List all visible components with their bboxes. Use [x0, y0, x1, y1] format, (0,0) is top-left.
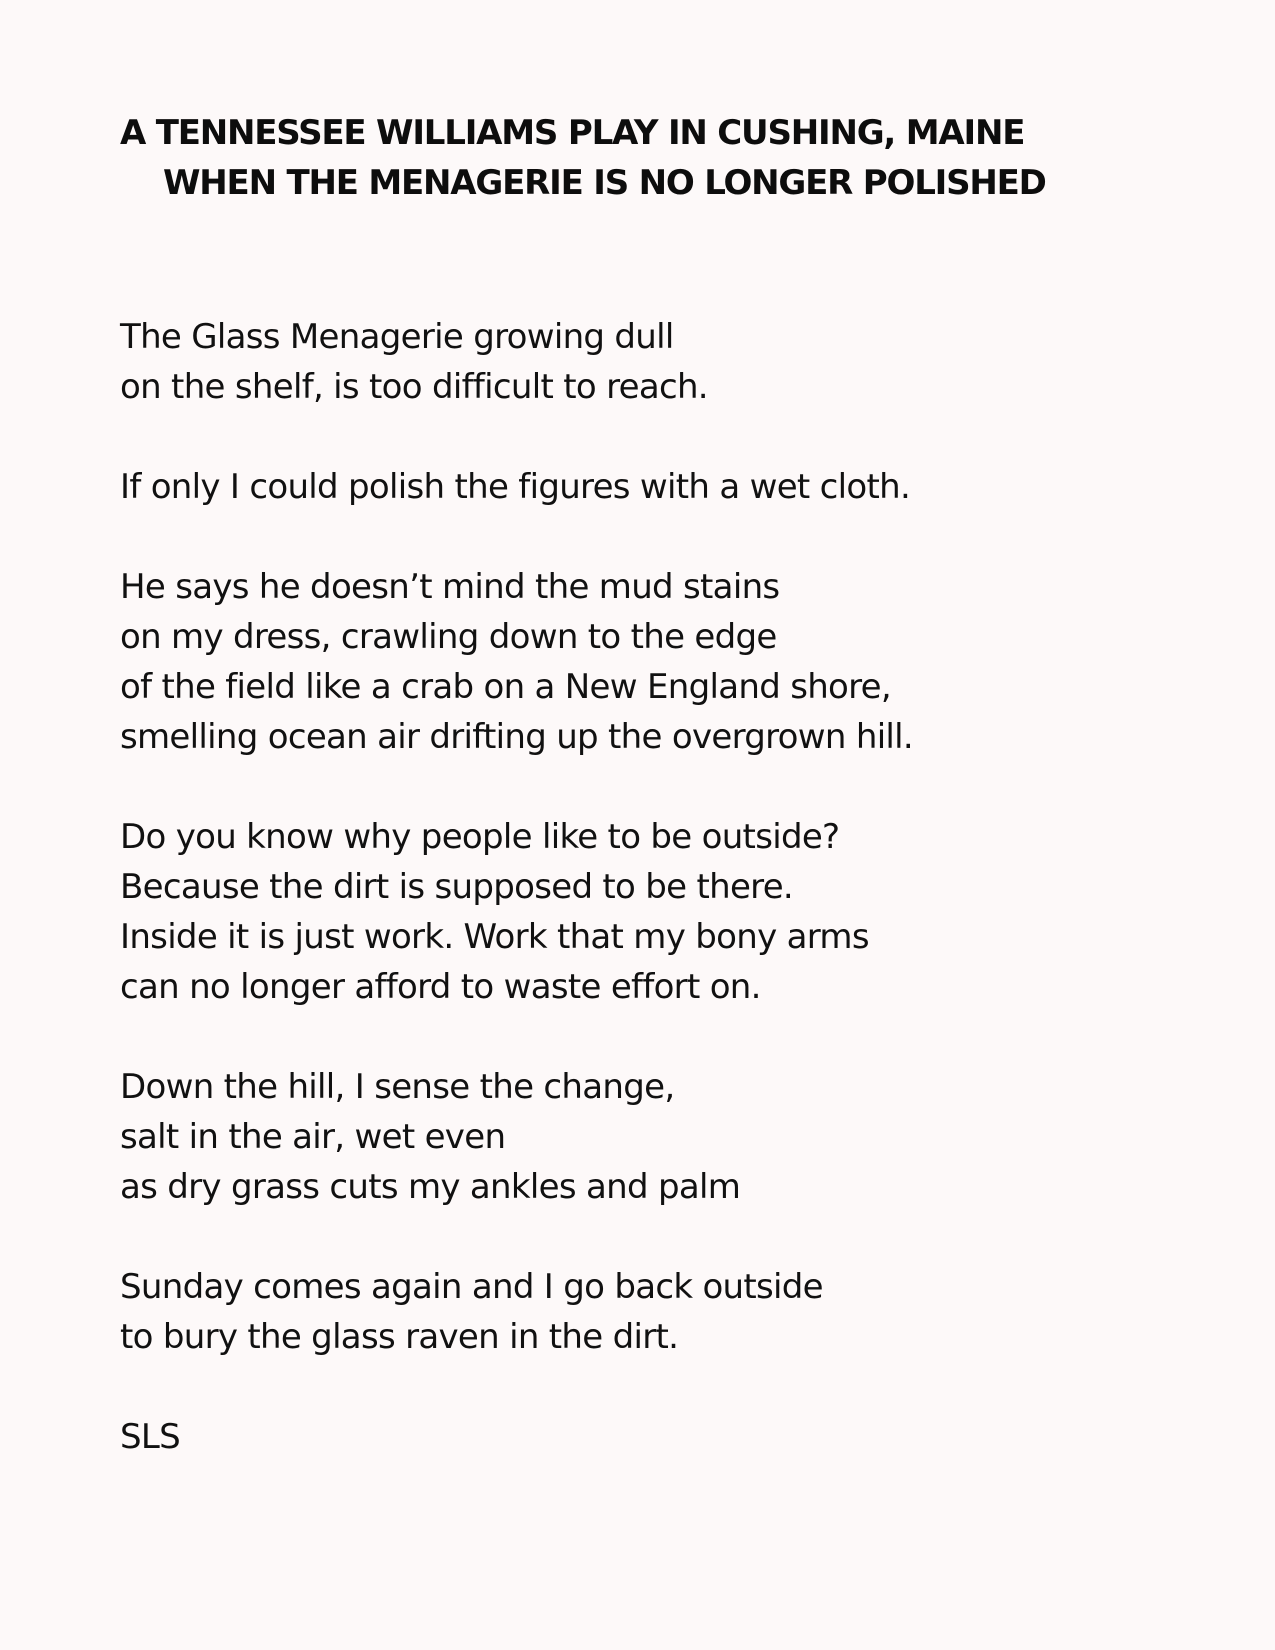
- stanza-3: [120, 562, 1200, 762]
- verse-line: Do you know why people like to be outside?: [120, 817, 840, 857]
- poem-title: [120, 108, 1200, 208]
- verse-line: Because the dirt is supposed to be there.: [120, 867, 794, 907]
- stanza-5: [120, 1062, 1200, 1212]
- verse-line: as dry grass cuts my ankles and palm: [120, 1167, 741, 1207]
- verse-line: Inside it is just work. Work that my bony arms: [120, 917, 869, 957]
- stanza-4: [120, 812, 1200, 1012]
- verse-line: on my dress, crawling down to the edge: [120, 617, 777, 657]
- verse-line: on the shelf, is too difficult to reach.: [120, 367, 708, 407]
- verse-line: Down the hill, I sense the change,: [120, 1067, 675, 1107]
- verse-line: salt in the air, wet even: [120, 1117, 506, 1157]
- poem-body: [120, 312, 1200, 1462]
- verse-line: to bury the glass raven in the dirt.: [120, 1317, 679, 1357]
- verse-line: of the field like a crab on a New England shore,: [120, 667, 892, 707]
- stanza-6: [120, 1262, 1200, 1362]
- title-line-1: A TENNESSEE WILLIAMS PLAY IN CUSHING, MAINE: [120, 113, 1025, 153]
- verse-line: He says he doesn’t mind the mud stains: [120, 567, 780, 607]
- verse-line: can no longer afford to waste effort on.: [120, 967, 761, 1007]
- verse-line: Sunday comes again and I go back outside: [120, 1267, 823, 1307]
- author-signature: SLS: [120, 1417, 181, 1457]
- verse-line: The Glass Menagerie growing dull: [120, 317, 674, 357]
- stanza-1: [120, 312, 1200, 412]
- verse-line: If only I could polish the figures with a wet cloth.: [120, 467, 911, 507]
- stanza-2: [120, 462, 1200, 512]
- verse-line: smelling ocean air drifting up the overgrown hill.: [120, 717, 914, 757]
- poem-page: [120, 108, 1200, 1462]
- title-line-2: WHEN THE MENAGERIE IS NO LONGER POLISHED: [163, 163, 1046, 203]
